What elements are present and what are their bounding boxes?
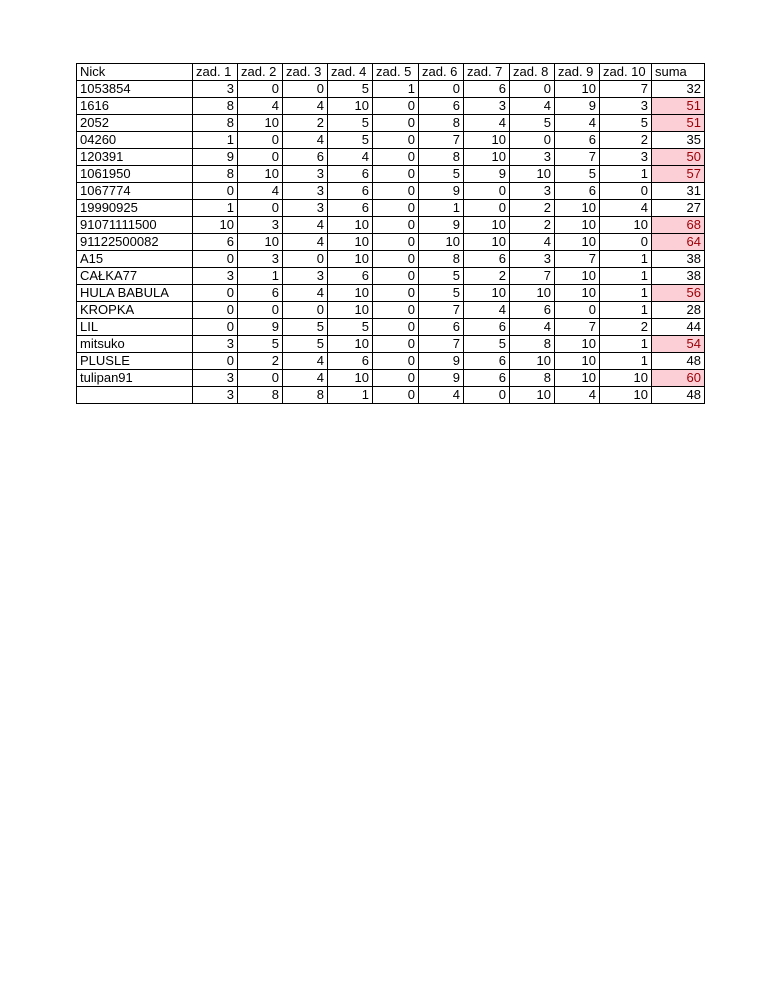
nick-cell: mitsuko — [77, 336, 193, 353]
score-cell: 0 — [373, 98, 419, 115]
score-cell: 10 — [510, 166, 555, 183]
score-cell: 0 — [193, 319, 238, 336]
score-cell: 6 — [464, 81, 510, 98]
score-cell: 10 — [555, 268, 600, 285]
table-row — [77, 132, 705, 149]
score-cell: 8 — [193, 98, 238, 115]
score-cell: 6 — [328, 353, 373, 370]
score-cell: 0 — [238, 200, 283, 217]
table-row — [77, 234, 705, 251]
score-cell: 6 — [328, 268, 373, 285]
nick-cell: 91071111500 — [77, 217, 193, 234]
table-row — [77, 302, 705, 319]
score-cell: 4 — [464, 115, 510, 132]
score-cell: 8 — [419, 149, 464, 166]
score-cell: 0 — [373, 387, 419, 404]
score-cell: 10 — [328, 98, 373, 115]
score-cell: 5 — [328, 132, 373, 149]
suma-cell: 44 — [652, 319, 705, 336]
score-cell: 0 — [464, 387, 510, 404]
suma-cell: 38 — [652, 251, 705, 268]
suma-cell: 50 — [652, 149, 705, 166]
score-cell: 0 — [238, 302, 283, 319]
score-cell: 6 — [328, 200, 373, 217]
header-zad-2: zad. 2 — [238, 64, 283, 81]
score-cell: 5 — [283, 336, 328, 353]
score-cell: 10 — [328, 370, 373, 387]
header-zad-5: zad. 5 — [373, 64, 419, 81]
score-cell: 7 — [419, 302, 464, 319]
score-cell: 6 — [555, 183, 600, 200]
score-cell: 1 — [600, 353, 652, 370]
score-cell: 10 — [328, 217, 373, 234]
score-cell: 0 — [555, 302, 600, 319]
score-cell: 8 — [510, 370, 555, 387]
score-cell: 4 — [283, 98, 328, 115]
score-cell: 0 — [464, 200, 510, 217]
header-suma: suma — [652, 64, 705, 81]
suma-cell: 38 — [652, 268, 705, 285]
score-cell: 3 — [283, 268, 328, 285]
score-cell: 0 — [238, 370, 283, 387]
suma-cell: 32 — [652, 81, 705, 98]
header-zad-3: zad. 3 — [283, 64, 328, 81]
score-cell: 9 — [464, 166, 510, 183]
score-cell: 2 — [510, 200, 555, 217]
score-cell: 0 — [193, 353, 238, 370]
table-row — [77, 217, 705, 234]
suma-cell: 57 — [652, 166, 705, 183]
score-cell: 0 — [373, 149, 419, 166]
score-cell: 10 — [464, 234, 510, 251]
table-row — [77, 200, 705, 217]
score-cell: 3 — [193, 387, 238, 404]
score-cell: 0 — [373, 115, 419, 132]
nick-cell: 2052 — [77, 115, 193, 132]
score-cell: 1 — [600, 302, 652, 319]
nick-cell: LIL — [77, 319, 193, 336]
score-cell: 0 — [373, 183, 419, 200]
score-cell: 0 — [373, 302, 419, 319]
score-cell: 6 — [464, 370, 510, 387]
score-cell: 4 — [283, 353, 328, 370]
header-nick: Nick — [77, 64, 193, 81]
score-cell: 5 — [555, 166, 600, 183]
score-cell: 0 — [600, 183, 652, 200]
score-cell: 10 — [510, 285, 555, 302]
table-row — [77, 81, 705, 98]
table-row — [77, 166, 705, 183]
score-cell: 0 — [193, 183, 238, 200]
score-cell: 10 — [600, 217, 652, 234]
score-cell: 0 — [193, 285, 238, 302]
score-cell: 4 — [600, 200, 652, 217]
suma-cell: 60 — [652, 370, 705, 387]
score-cell: 10 — [600, 387, 652, 404]
score-cell: 10 — [464, 285, 510, 302]
score-cell: 10 — [238, 166, 283, 183]
score-cell: 6 — [328, 183, 373, 200]
score-table — [76, 63, 705, 404]
score-cell: 3 — [510, 149, 555, 166]
score-cell: 1 — [600, 251, 652, 268]
score-cell: 0 — [600, 234, 652, 251]
score-cell: 5 — [464, 336, 510, 353]
nick-cell — [77, 387, 193, 404]
score-cell: 10 — [510, 353, 555, 370]
score-cell: 8 — [238, 387, 283, 404]
score-cell: 0 — [373, 251, 419, 268]
nick-cell: CAŁKA77 — [77, 268, 193, 285]
score-cell: 1 — [238, 268, 283, 285]
score-cell: 5 — [328, 319, 373, 336]
score-cell: 1 — [193, 132, 238, 149]
score-cell: 6 — [555, 132, 600, 149]
nick-cell: 1053854 — [77, 81, 193, 98]
score-cell: 1 — [600, 285, 652, 302]
score-cell: 3 — [283, 166, 328, 183]
score-cell: 4 — [510, 234, 555, 251]
score-cell: 10 — [555, 353, 600, 370]
score-cell: 1 — [600, 336, 652, 353]
score-cell: 9 — [419, 217, 464, 234]
score-cell: 0 — [373, 370, 419, 387]
score-cell: 10 — [464, 132, 510, 149]
header-zad-4: zad. 4 — [328, 64, 373, 81]
suma-cell: 48 — [652, 353, 705, 370]
score-cell: 10 — [555, 234, 600, 251]
score-cell: 10 — [464, 217, 510, 234]
score-cell: 0 — [373, 234, 419, 251]
score-cell: 4 — [510, 319, 555, 336]
score-cell: 0 — [510, 81, 555, 98]
suma-cell: 31 — [652, 183, 705, 200]
score-cell: 2 — [283, 115, 328, 132]
score-cell: 0 — [510, 132, 555, 149]
suma-cell: 68 — [652, 217, 705, 234]
score-cell: 4 — [464, 302, 510, 319]
score-cell: 4 — [283, 234, 328, 251]
table-row — [77, 387, 705, 404]
score-cell: 1 — [600, 268, 652, 285]
nick-cell: 1067774 — [77, 183, 193, 200]
score-cell: 1 — [600, 166, 652, 183]
score-cell: 6 — [328, 166, 373, 183]
nick-cell: KROPKA — [77, 302, 193, 319]
score-cell: 6 — [464, 353, 510, 370]
score-cell: 0 — [238, 81, 283, 98]
score-cell: 3 — [238, 217, 283, 234]
score-cell: 1 — [193, 200, 238, 217]
table-row — [77, 251, 705, 268]
score-cell: 2 — [600, 132, 652, 149]
suma-cell: 35 — [652, 132, 705, 149]
score-cell: 6 — [419, 98, 464, 115]
score-cell: 7 — [600, 81, 652, 98]
score-cell: 3 — [193, 81, 238, 98]
score-cell: 4 — [283, 370, 328, 387]
score-cell: 10 — [328, 234, 373, 251]
score-cell: 0 — [373, 200, 419, 217]
score-cell: 7 — [419, 132, 464, 149]
score-cell: 2 — [238, 353, 283, 370]
score-cell: 8 — [419, 115, 464, 132]
score-cell: 1 — [419, 200, 464, 217]
score-cell: 8 — [193, 166, 238, 183]
score-cell: 4 — [283, 285, 328, 302]
score-cell: 6 — [419, 319, 464, 336]
score-cell: 8 — [510, 336, 555, 353]
score-cell: 0 — [373, 217, 419, 234]
score-cell: 4 — [283, 217, 328, 234]
table-row — [77, 149, 705, 166]
score-cell: 10 — [464, 149, 510, 166]
score-cell: 9 — [193, 149, 238, 166]
score-cell: 10 — [600, 370, 652, 387]
score-cell: 5 — [328, 115, 373, 132]
table-row — [77, 98, 705, 115]
score-cell: 0 — [419, 81, 464, 98]
score-cell: 0 — [373, 285, 419, 302]
score-cell: 0 — [373, 336, 419, 353]
score-cell: 4 — [238, 183, 283, 200]
score-cell: 7 — [555, 319, 600, 336]
table-row — [77, 115, 705, 132]
score-cell: 10 — [555, 81, 600, 98]
score-cell: 0 — [238, 149, 283, 166]
header-row — [77, 64, 705, 81]
score-cell: 6 — [193, 234, 238, 251]
score-cell: 0 — [283, 302, 328, 319]
score-cell: 6 — [283, 149, 328, 166]
nick-cell: tulipan91 — [77, 370, 193, 387]
score-cell: 2 — [464, 268, 510, 285]
score-cell: 10 — [555, 217, 600, 234]
table-row — [77, 336, 705, 353]
score-cell: 5 — [600, 115, 652, 132]
nick-cell: PLUSLE — [77, 353, 193, 370]
score-cell: 8 — [283, 387, 328, 404]
score-cell: 6 — [464, 319, 510, 336]
score-cell: 9 — [419, 370, 464, 387]
score-cell: 0 — [464, 183, 510, 200]
nick-cell: A15 — [77, 251, 193, 268]
score-cell: 3 — [283, 183, 328, 200]
score-cell: 5 — [328, 81, 373, 98]
score-cell: 4 — [555, 115, 600, 132]
score-cell: 5 — [283, 319, 328, 336]
table-row — [77, 353, 705, 370]
nick-cell: 1061950 — [77, 166, 193, 183]
suma-cell: 51 — [652, 98, 705, 115]
score-cell: 10 — [238, 115, 283, 132]
score-cell: 2 — [510, 217, 555, 234]
suma-cell: 51 — [652, 115, 705, 132]
score-cell: 8 — [193, 115, 238, 132]
score-cell: 7 — [510, 268, 555, 285]
score-cell: 0 — [283, 81, 328, 98]
score-cell: 4 — [510, 98, 555, 115]
score-cell: 1 — [373, 81, 419, 98]
score-cell: 6 — [238, 285, 283, 302]
score-cell: 7 — [555, 149, 600, 166]
score-cell: 5 — [419, 166, 464, 183]
score-cell: 4 — [283, 132, 328, 149]
score-cell: 0 — [373, 353, 419, 370]
score-cell: 4 — [328, 149, 373, 166]
table-row — [77, 268, 705, 285]
suma-cell: 64 — [652, 234, 705, 251]
score-cell: 10 — [555, 336, 600, 353]
score-cell: 9 — [238, 319, 283, 336]
table-row — [77, 183, 705, 200]
score-cell: 10 — [419, 234, 464, 251]
suma-cell: 56 — [652, 285, 705, 302]
score-cell: 9 — [419, 353, 464, 370]
score-cell: 0 — [283, 251, 328, 268]
score-cell: 10 — [328, 251, 373, 268]
table-row — [77, 370, 705, 387]
header-zad-10: zad. 10 — [600, 64, 652, 81]
score-cell: 10 — [193, 217, 238, 234]
header-zad-7: zad. 7 — [464, 64, 510, 81]
suma-cell: 27 — [652, 200, 705, 217]
score-cell: 3 — [464, 98, 510, 115]
score-cell: 0 — [193, 302, 238, 319]
score-cell: 9 — [555, 98, 600, 115]
score-cell: 4 — [238, 98, 283, 115]
score-cell: 5 — [419, 268, 464, 285]
score-cell: 3 — [600, 98, 652, 115]
score-cell: 10 — [328, 285, 373, 302]
score-cell: 3 — [238, 251, 283, 268]
score-cell: 3 — [600, 149, 652, 166]
header-zad-9: zad. 9 — [555, 64, 600, 81]
header-zad-6: zad. 6 — [419, 64, 464, 81]
score-cell: 10 — [555, 370, 600, 387]
score-cell: 0 — [373, 268, 419, 285]
score-cell: 4 — [555, 387, 600, 404]
score-cell: 6 — [510, 302, 555, 319]
nick-cell: 04260 — [77, 132, 193, 149]
score-cell: 10 — [510, 387, 555, 404]
suma-cell: 28 — [652, 302, 705, 319]
nick-cell: 120391 — [77, 149, 193, 166]
table-row — [77, 285, 705, 302]
score-cell: 10 — [555, 200, 600, 217]
table-row — [77, 319, 705, 336]
nick-cell: HULA BABULA — [77, 285, 193, 302]
score-cell: 3 — [193, 370, 238, 387]
header-zad-1: zad. 1 — [193, 64, 238, 81]
score-cell: 10 — [328, 302, 373, 319]
score-cell: 3 — [283, 200, 328, 217]
score-cell: 7 — [419, 336, 464, 353]
score-cell: 0 — [373, 132, 419, 149]
score-cell: 5 — [238, 336, 283, 353]
score-cell: 9 — [419, 183, 464, 200]
score-cell: 0 — [193, 251, 238, 268]
score-cell: 0 — [238, 132, 283, 149]
nick-cell: 1616 — [77, 98, 193, 115]
score-cell: 3 — [510, 183, 555, 200]
score-cell: 0 — [373, 166, 419, 183]
score-cell: 6 — [464, 251, 510, 268]
score-cell: 3 — [510, 251, 555, 268]
score-cell: 7 — [555, 251, 600, 268]
score-cell: 10 — [555, 285, 600, 302]
score-cell: 10 — [328, 336, 373, 353]
score-cell: 3 — [193, 268, 238, 285]
score-cell: 1 — [328, 387, 373, 404]
score-cell: 5 — [419, 285, 464, 302]
header-zad-8: zad. 8 — [510, 64, 555, 81]
nick-cell: 91122500082 — [77, 234, 193, 251]
suma-cell: 54 — [652, 336, 705, 353]
score-cell: 0 — [373, 319, 419, 336]
score-cell: 3 — [193, 336, 238, 353]
score-cell: 5 — [510, 115, 555, 132]
score-cell: 2 — [600, 319, 652, 336]
nick-cell: 19990925 — [77, 200, 193, 217]
score-cell: 4 — [419, 387, 464, 404]
suma-cell: 48 — [652, 387, 705, 404]
score-cell: 10 — [238, 234, 283, 251]
score-cell: 8 — [419, 251, 464, 268]
